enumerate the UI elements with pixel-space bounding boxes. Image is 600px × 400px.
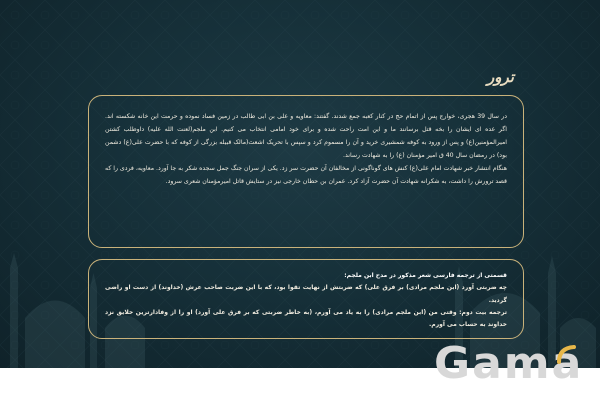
poem-line: ترجمه بیت دوم: وقتی من (ابن ملجم مرادی) را به یاد می آورم، (به خاطر ضربتی که بر فرق علی آورد) او را از وفادارترین خلایق نزد خداوند به حساب می آورم. (105, 308, 507, 329)
poem-line: چه ضربتی آورد (ابن ملجم مرادی) بر فرق علی) که ضربتش از نهایت تقوا بود، که با این ضربت صاحب عرش (خداوند) از دست او راضی گردید. (105, 284, 507, 304)
poem-heading: قسمتی از ترجمه فارسی شعر مذکور در مدح ابن ملجم: (344, 272, 507, 279)
slide-title: ترور (487, 68, 514, 86)
watermark-text: Gama (434, 338, 584, 389)
logo-arc-icon (556, 344, 578, 366)
paragraph: هنگام انتشار خبر شهادت امام علی(ع) کنش های گوناگونی از مخالفان آن حضرت سر زد. یکی از سران جنگ جمل سجده شکر به جا آورد. معاویه، فردی را که قصد ترورش را داشت، به شکرانه شهادت آن حضرت آزاد کرد. عمران بن حطان خارجی نیز در ستایش قاتل امیرمؤمنان شعری سرود. (105, 165, 507, 185)
gama-watermark-logo (434, 338, 584, 390)
main-text-box (88, 95, 524, 248)
poem-text-box (88, 259, 524, 339)
paragraph: در سال 39 هجری، خوارج پس از اتمام حج در کنار کعبه جمع شدند. گفتند: معاویه و علی بن ابی طالب در زمین فساد نموده و حرمت این خانه شکسته اند. اگر عده ای ایشان را بخه قتل برسانند ما و این امت راحت شده و برای خود امامی انتخاب می کنیم. ابن ملجم(لعنت الله علیه) داوطلب کشتن امیرالمؤمنین(ع) و پس از ورود به کوفه شمشیری خرید و آن را مسموم کرد و سپس با تحریک اشعث(مالک قبیله بزرگی از کوفه که با حضرت علی(ع) دشمن بود) در رمضان سال 40 ق امیر مؤمنان (ع) را به شهادت رساند. (105, 113, 507, 159)
